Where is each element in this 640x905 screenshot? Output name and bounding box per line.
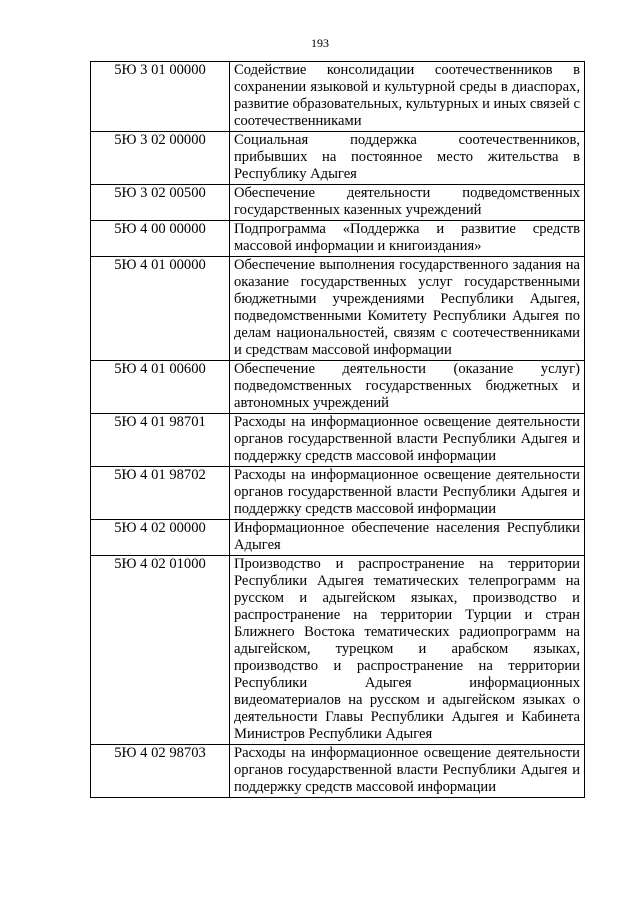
code-cell: 5Ю 4 02 98703	[91, 745, 230, 798]
code-cell: 5Ю 4 02 01000	[91, 556, 230, 745]
table-row	[91, 221, 585, 257]
code-cell: 5Ю 4 01 00600	[91, 361, 230, 414]
code-cell: 5Ю 3 02 00000	[91, 132, 230, 185]
table-row	[91, 556, 585, 745]
description-cell: Социальная поддержка соотечественников, прибывших на постоянное место жительства в Республику Адыгея	[230, 132, 585, 185]
description-cell: Расходы на информационное освещение деятельности органов государственной власти Республики Адыгея и поддержку средств массовой информации	[230, 467, 585, 520]
table-row	[91, 361, 585, 414]
table-row	[91, 62, 585, 132]
code-cell: 5Ю 4 02 00000	[91, 520, 230, 556]
code-cell: 5Ю 4 01 98701	[91, 414, 230, 467]
table-row	[91, 414, 585, 467]
code-cell: 5Ю 4 01 98702	[91, 467, 230, 520]
description-cell: Производство и распространение на территории Республики Адыгея тематических телепрограмм на русском и адыгейском языках, производство и распространение на территории Турции и стран Ближнего Востока тематических радиопрограмм на адыгейском, турецком и арабском языках, производство и распространение на территории Республики Адыгея информационных видеоматериалов на русском и адыгейском языках о деятельности Главы Республики Адыгея и Кабинета Министров Республики Адыгея	[230, 556, 585, 745]
description-cell: Содействие консолидации соотечественников в сохранении языковой и культурной среды в диаспорах, развитие образовательных, культурных и иных связей с соотечественниками	[230, 62, 585, 132]
code-cell: 5Ю 3 01 00000	[91, 62, 230, 132]
description-cell: Обеспечение деятельности (оказание услуг) подведомственных государственных бюджетных и автономных учреждений	[230, 361, 585, 414]
table-row	[91, 132, 585, 185]
page-number: 193	[311, 36, 329, 50]
description-cell: Подпрограмма «Поддержка и развитие средств массовой информации и книгоиздания»	[230, 221, 585, 257]
budget-code-table	[90, 61, 585, 798]
code-cell: 5Ю 3 02 00500	[91, 185, 230, 221]
table-row	[91, 745, 585, 798]
table-row	[91, 257, 585, 361]
table-row	[91, 185, 585, 221]
code-cell: 5Ю 4 00 00000	[91, 221, 230, 257]
code-cell: 5Ю 4 01 00000	[91, 257, 230, 361]
description-cell: Обеспечение выполнения государственного задания на оказание государственных услуг государственными бюджетными учреждениями Республики Адыгея, подведомственными Комитету Республики Адыгея по делам национальностей, связям с соотечественниками и средствам массовой информации	[230, 257, 585, 361]
description-cell: Обеспечение деятельности подведомственных государственных казенных учреждений	[230, 185, 585, 221]
description-cell: Расходы на информационное освещение деятельности органов государственной власти Республики Адыгея и поддержку средств массовой информации	[230, 414, 585, 467]
table-row	[91, 520, 585, 556]
description-cell: Информационное обеспечение населения Республики Адыгея	[230, 520, 585, 556]
description-cell: Расходы на информационное освещение деятельности органов государственной власти Республики Адыгея и поддержку средств массовой информации	[230, 745, 585, 798]
table-row	[91, 467, 585, 520]
